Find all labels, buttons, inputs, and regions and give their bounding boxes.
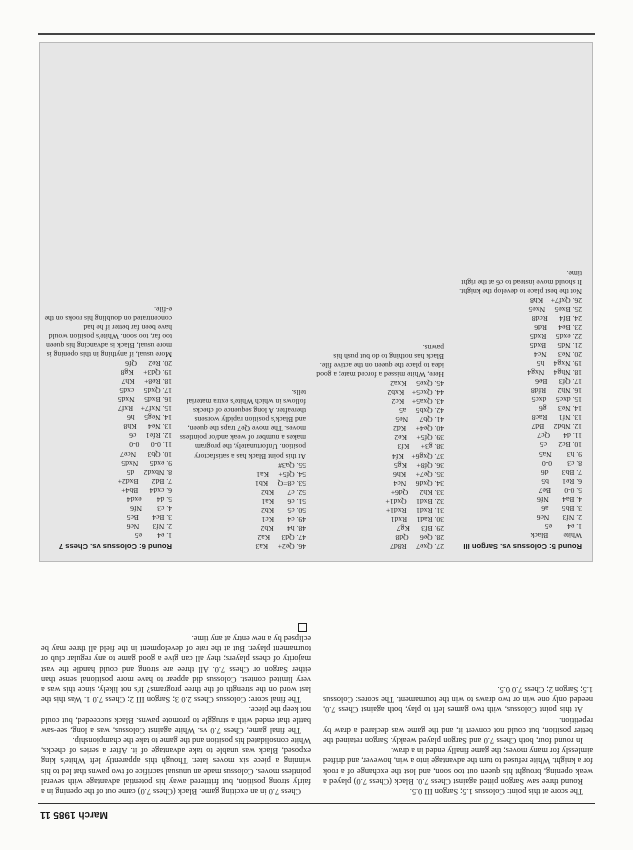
game-column-2: [316, 343, 444, 551]
game-title: Round 5: Colossus vs. Sargon III: [463, 542, 582, 551]
paragraph: Chess 7.0 in an exciting game. Black (Chess 7.0) came out of the opening in a fairly strong position, but fritttered away his potential advantage with several pointless moves. Colossus made an unusual sacrifice of two pawns that led to his winning a piece six moves later. Though this apparently left White's king exposed, Black was unable to take advantage of it. After a series of checks, White consolidated his position and the game to take the championship.: [41, 735, 311, 796]
end-of-article-mark: [298, 623, 307, 632]
move-list: 27. Qxe7 R8d7 28. Qe6 Qd8 29. Bf3 Kg7 30. Rad1 Rxd1 31. Rxd1 Rxd1+ 32. Bxd1 Qxd1+ 33. Kh2 Qd6+ 34. Qxd6 Nc4 35. Qe7+ Kh6 36. Qf8+ Kg5 37. Qxg6+ Kf4 38. g3+ Kf3 39. Qf5+ Ke2 40. Qe4+ Kd2 41. Qb7 Ne5 42. Qxb5 a5 43. Qxa5+ Kc2 44. Qxc5+ Kxb2 45. Qxe5 Kxa2: [385, 379, 444, 551]
move-list: White Black 1. e4 e5 2. Nf3 Nc6 3. Bb5 a6 4. Ba4 Nf6 5. 0-0 Be7 6. Re1 b5 7. Bb3 d6 8. c3 0-0 9. h3 Na5 10. Bc2 c5 11. d4 Qc7 12. Nbd2 Bd7 13. Nf1 Rac8 14. Ne3 g6 15. dxc5 dxc5 16. Nh2 Rfd8 17. Qf3 Be6 18. Nhg4 Nxg4 19. Nxg4 h5 20. Ne3 Nc4 21. Nd5 Bxd5 22. exd5 Rxd5 23. Be4 Rd6 24. Bf4 Rcd8 25. Bxe5 Nxe5 26. Qxf7+ Kh8: [527, 295, 582, 540]
game-column-1: [454, 269, 582, 551]
move-commentary: Not the best place to develop the knight. It should move instead to c6 at the right time.: [459, 268, 582, 296]
paragraph: The final game, Chess 7.0 vs. White against Colossus, was a long, see-saw battle that ended with a struggle to promote pawns. Black succeeded, but could not keep the piece.: [41, 705, 311, 735]
move-commentary: More usual, if anything in this opening is more usual, Black is advancing his queen too far, too soon. White's position would have been far better if he had concentrated on doubling his rooks on the e-file.: [44, 304, 172, 360]
move-commentary: At this point Black has a satisfactory position. Unfortunately, the program makes a number of weak and/or pointless moves. The move Qe7 traps the queen, and Black's position rapidly worsens thereafter. A long sequence of checks follows in which White's extra material tells.: [179, 388, 306, 461]
article-column-right: [41, 623, 311, 796]
article-column-left: [323, 684, 593, 796]
game-score-sidebar: [39, 42, 593, 562]
move-list: 1. e4 e5 2. Nf3 Nc6 3. Bc4 Bc5 4. c3 Nf6 5. d4 exd4 6. cxd4 Bb4+ 7. Bd2 Bxd2+ 8. Nbxd2 d5 9. exd5 Nxd5 10. Qb3 Nce7 11. 0-0 0-0 12. Rfe1 c6 13. Ne4 Kh8 14. Neg5 h6 15. Nxf7+ Rxf7 16. Bxd5 Nxd5 17. Qxd5 cxd5 18. Re8+ Kh7 19. Qd3+ Kg8 20. Re2 Qf6: [117, 359, 172, 540]
page-header: March 1985 11: [40, 809, 108, 820]
move-commentary: Here, White missed a forced mate; a good idea to place the queen on the active file. Black has nothing to do but push his pawns.: [316, 342, 444, 380]
game-title: Round 6: Colossus vs. Chess 7: [58, 542, 172, 551]
paragraph: At this point Colossus, with two games left to play, both against Chess 7.0, needed only one win or two draws to win the tournament. The scores: Colossus 1.5; Sargon 2; Chess 7.0 0.5.: [323, 684, 593, 715]
game-column-4: [44, 305, 172, 551]
paragraph: In round four, both Chess 7.0 and Sargon played weakly. Sargon retained the better position, but could not convert it, and the game was declared a draw by repetition.: [323, 715, 593, 745]
header-rule: [38, 803, 595, 804]
paragraph: The score at this point: Colossus 1.5; Sargon III 0.5.: [409, 787, 583, 796]
move-list: 46. Qe2+ Ka3 47. Qd3 Ka2 48. h4 Kb2 49. c4 Kc1 50. c5 Kb2 51. c6 Ka1 52. c7 Kb2 53. c8=Q Kb1 54. Qf5+ Ka1 55. Qa3#: [255, 460, 306, 551]
paragraph: Round three saw Sargon pitted against Chess 7.0. Black (Chess 7.0) played a weak opening, brought his queen out too soon, and lost the exchange of a rook for a knight. White refused to turn the advantage into a win, however, and drifted aimlessly for many moves; the game finally ended in a draw.: [323, 746, 593, 786]
paragraph: The final score: Colossus Chess 2.0 3; Sargon III 2; Chess 7.0 1. Was this the last word on the strength of the three programs? It's not likely, since this was a very limited contest. Colossus did appear to have more positional sense than either Sargon or Chess 7.0. All three are strong and could handle the vast majority of chess players; they all can give a good game to any regular club or tournament player. But at the rate of development in the field all three may be eclipsed by a new entry at any time.: [41, 633, 311, 705]
article-text: [41, 566, 593, 796]
game-column-3: [178, 388, 306, 551]
page-bottom-rule: [38, 33, 595, 35]
